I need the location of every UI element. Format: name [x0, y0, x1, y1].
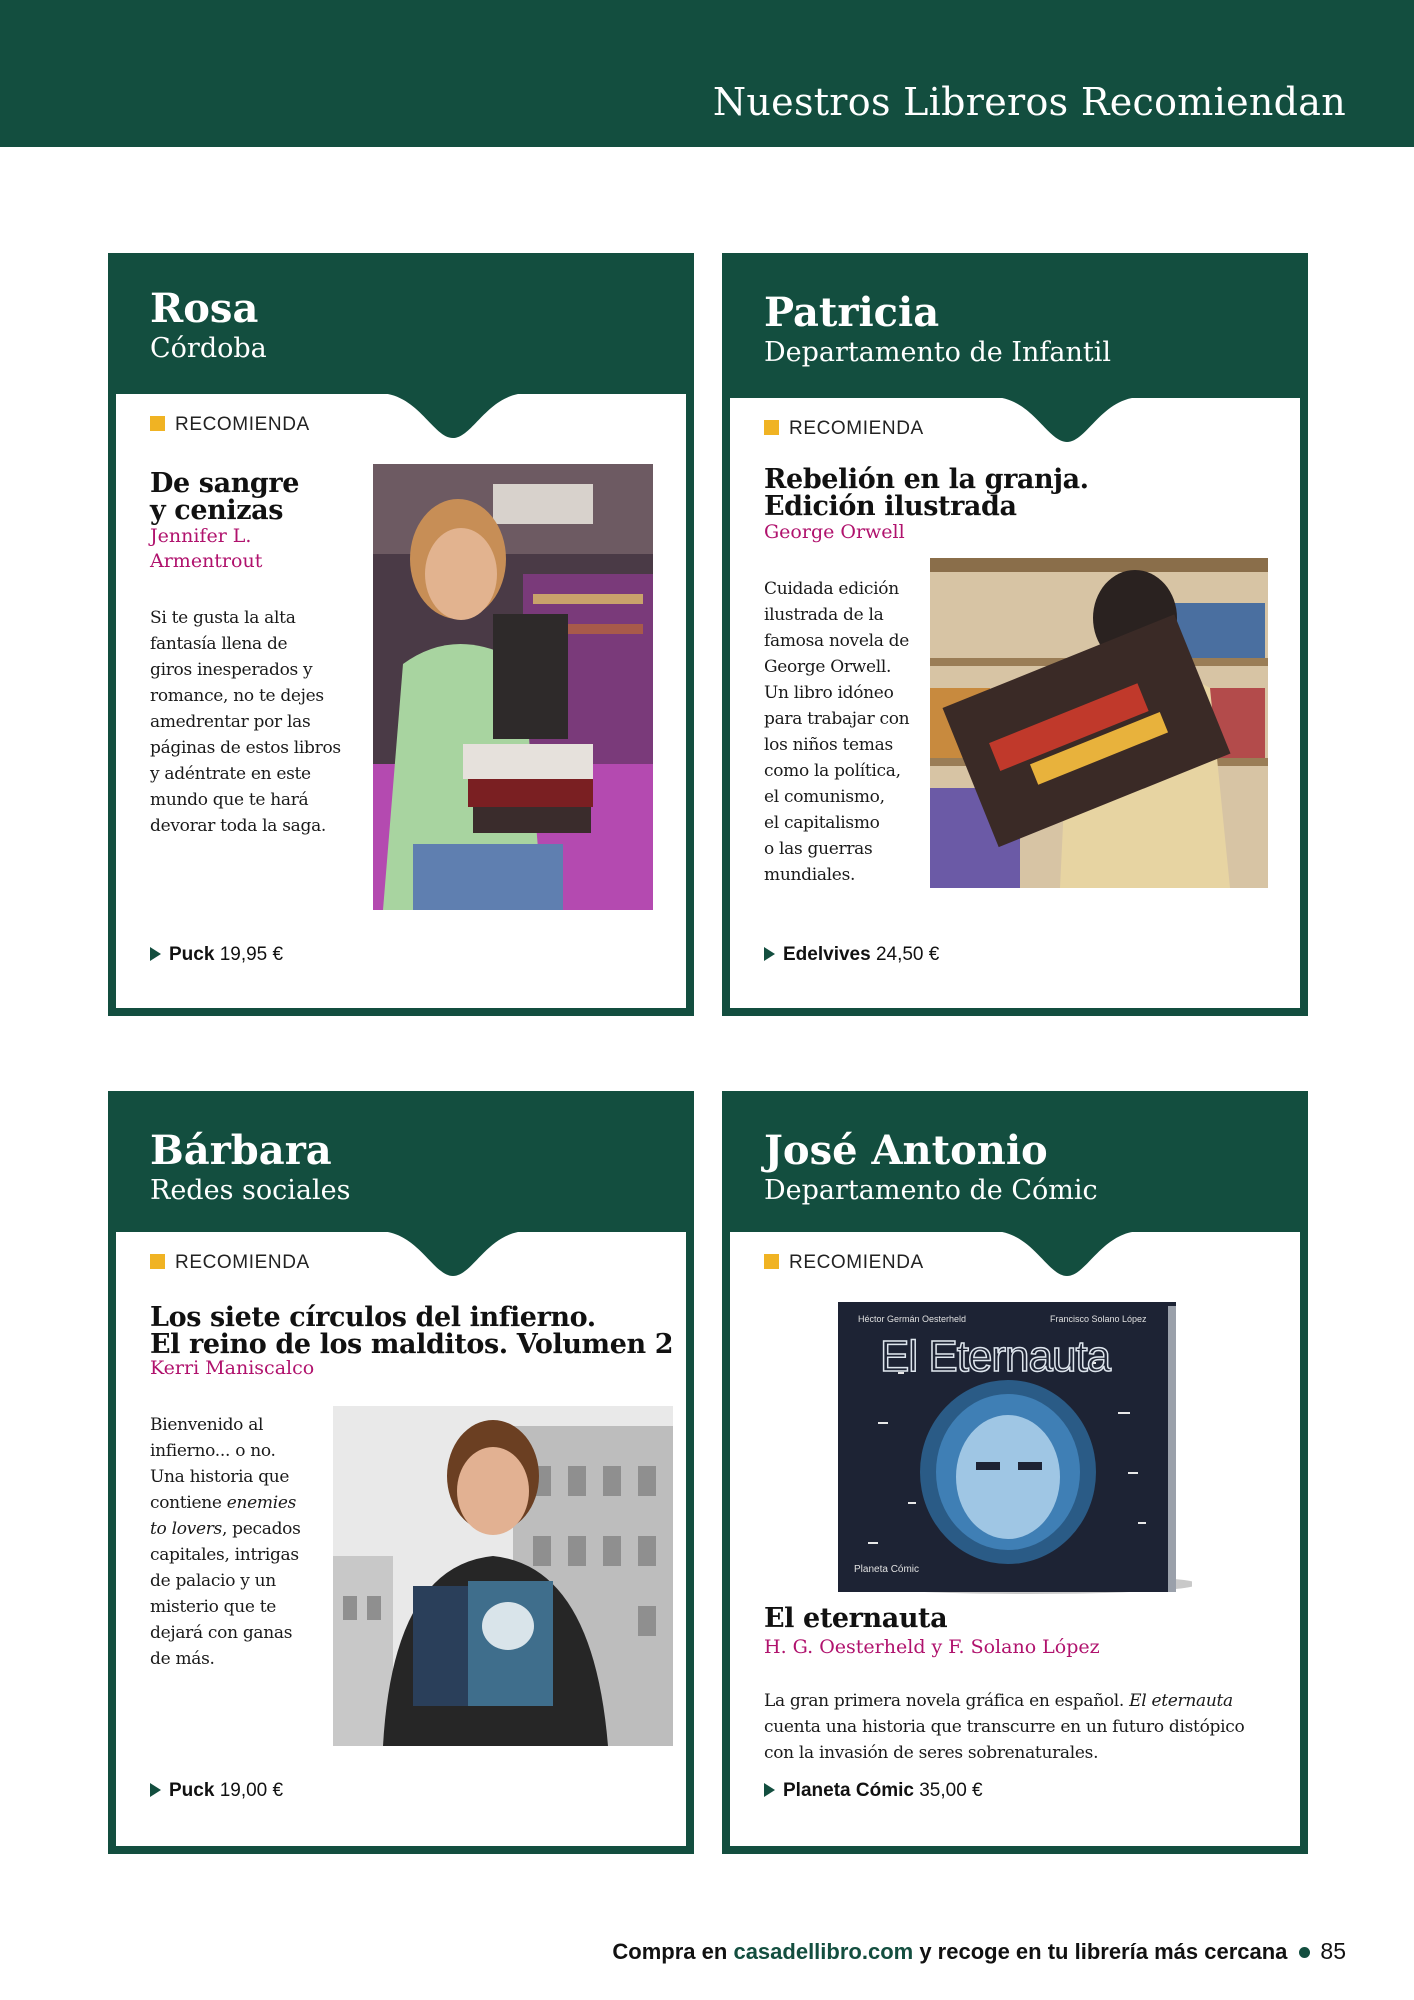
cover-authors-left: Héctor Germán Oesterheld: [858, 1314, 967, 1324]
book-cover: [838, 1302, 1192, 1600]
footer-suffix: y recoge en tu librería más cercana: [919, 1939, 1288, 1964]
card-notch: [378, 1231, 528, 1291]
bookseller-name: José Antonio: [764, 1127, 1048, 1174]
book-price: Puck 19,95 €: [150, 944, 283, 966]
cover-authors-right: Francisco Solano López: [1050, 1314, 1147, 1324]
bookseller-department: Córdoba: [150, 333, 267, 364]
book-price: Planeta Cómic 35,00 €: [764, 1780, 983, 1802]
footer-site-link[interactable]: casadellibro.com: [733, 1939, 914, 1964]
book-title: Los siete círculos del infierno. El reino de los malditos. Volumen 2: [150, 1302, 674, 1360]
page-title: Nuestros Libreros Recomiendan: [712, 80, 1346, 124]
book-title: El eternauta: [764, 1603, 948, 1634]
recommend-label: RECOMIENDA: [764, 418, 924, 440]
yellow-square-icon: [764, 420, 779, 435]
cover-imprint: Planeta Cómic: [854, 1564, 920, 1575]
recommendation-card-rosa: [108, 253, 694, 1016]
bookseller-name: Patricia: [764, 289, 940, 336]
arrow-right-icon: [764, 947, 775, 961]
card-body: [730, 1232, 1300, 1846]
recommend-label: RECOMIENDA: [150, 414, 310, 436]
book-description: La gran primera novela gráfica en español. El eternauta cuenta una historia que transcurre en un futuro distópico con la invasión de seres sobrenaturales.: [764, 1691, 1245, 1763]
bookseller-department: Departamento de Cómic: [764, 1175, 1098, 1206]
header-bar: [0, 0, 1414, 147]
arrow-right-icon: [150, 947, 161, 961]
bookseller-department: Redes sociales: [150, 1175, 351, 1206]
page-number: 85: [1320, 1938, 1346, 1964]
book-author: George Orwell: [764, 521, 905, 543]
footer-prefix: Compra en: [612, 1939, 728, 1964]
book-author: Kerri Maniscalco: [150, 1357, 315, 1379]
card-body: [116, 394, 686, 1008]
bookseller-name: Rosa: [150, 285, 259, 332]
card-notch: [378, 393, 528, 453]
book-title: Rebelión en la granja. Edición ilustrada: [764, 464, 1089, 522]
recommendation-card-patricia: [722, 253, 1308, 1016]
arrow-right-icon: [764, 1783, 775, 1797]
arrow-right-icon: [150, 1783, 161, 1797]
yellow-square-icon: [764, 1254, 779, 1269]
card-notch: [992, 1231, 1142, 1291]
book-description: Si te gusta la alta fantasía llena de giros inesperados y romance, no te dejes amedrentar por las páginas de estos libros y adéntrate en este mundo que te hará devorar toda la saga.: [150, 608, 341, 836]
book-title: De sangre y cenizas: [150, 468, 300, 526]
book-description: Bienvenido al infierno... o no. Una historia que contiene enemies to lovers, pecados capitales, intrigas de palacio y un misterio que te dejará con ganas de más.: [150, 1415, 301, 1669]
recommendation-card-barbara: [108, 1091, 694, 1854]
book-description: Cuidada edición ilustrada de la famosa novela de George Orwell. Un libro idóneo para trabajar con los niños temas como la política, el comunismo, el capitalismo o las guerras mundiales.: [764, 579, 910, 885]
card-notch: [992, 397, 1142, 457]
bookseller-photo: [373, 464, 653, 910]
card-body: [730, 398, 1300, 1008]
bookseller-photo: [333, 1406, 673, 1746]
book-author: H. G. Oesterheld y F. Solano López: [764, 1636, 1100, 1658]
cover-title: El Eternauta: [880, 1332, 1111, 1381]
yellow-square-icon: [150, 1254, 165, 1269]
bookseller-photo: [930, 558, 1268, 888]
recommendation-card-jose-antonio: [722, 1091, 1308, 1854]
recommend-label: RECOMIENDA: [150, 1252, 310, 1274]
bookseller-name: Bárbara: [150, 1127, 332, 1174]
recommend-label: RECOMIENDA: [764, 1252, 924, 1274]
bullet-dot-icon: [1299, 1947, 1310, 1958]
card-body: [116, 1232, 686, 1846]
footer: [612, 1938, 1346, 1965]
bookseller-department: Departamento de Infantil: [764, 337, 1112, 368]
yellow-square-icon: [150, 416, 165, 431]
book-author: Jennifer L. Armentrout: [150, 525, 263, 572]
book-price: Puck 19,00 €: [150, 1780, 283, 1802]
book-price: Edelvives 24,50 €: [764, 944, 939, 966]
